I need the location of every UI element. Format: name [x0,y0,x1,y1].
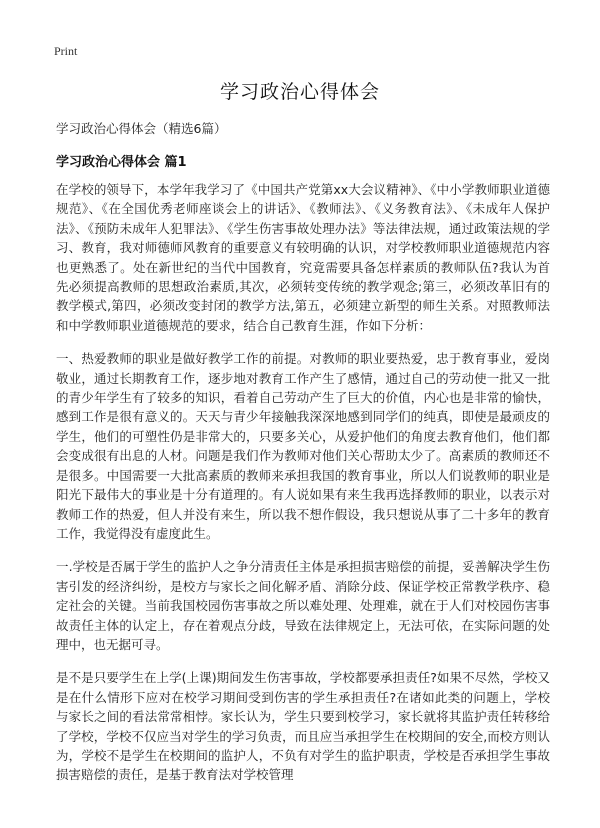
document-body [56,180,550,828]
paragraph-3: 一.学校是否属于学生的监护人之争分清责任主体是承担损害赔偿的前提，妥善解决学生伤害引发的经济纠纷，是校方与家长之间化解矛盾、消除分歧、保证学校正常教学秩序、稳定社会的关键。当前我国校园伤害事故之所以难处理、处理难，就在于人们对校园伤害事故责任主体的认定上，存在着观点分歧，导致在法律规定上，无法可依，在实际问题的处理中，也无据可寻。 [56,559,550,652]
paragraph-1: 在学校的领导下，本学年我学习了《中国共产党第xx大会议精神》、《中小学教师职业道德规范》、《在全国优秀老师座谈会上的讲话》、《教师法》、《义务教育法》、《未成年人保护法》、《预防未成年人犯罪法》、《学生伤害事故处理办法》等法律法规，通过政策法规的学习、教育，我对师德师风教育的重要意义有较明确的认识，对学校教师职业道德规范内容也更熟悉了。处在新世纪的当代中国教育，究竟需要具备怎样素质的教师队伍?我认为首先必须提高教师的思想政治素质,其次，必须转变传统的教学观念;第三，必须改革旧有的教学模式,第四，必须改变封闭的教学方法,第五，必须建立新型的师生关系。对照教师法和中学教师职业道德规范的要求，结合自己教育生涯，作如下分析： [56,182,550,333]
section-heading: 学习政治心得体会 篇1 [56,155,187,170]
page-title: 学习政治心得体会 [219,81,380,103]
print-label: Print [54,44,78,58]
document-subtitle: 学习政治心得体会（精选6篇） [56,121,227,136]
paragraph-2: 一、热爱教师的职业是做好教学工作的前提。对教师的职业要热爱，忠于教育事业，爱岗敬业，通过长期教育工作，逐步地对教育工作产生了感情，通过自己的劳动使一批又一批的青少年学生有了较多的知识，看着自己劳动产生了巨大的价值，内心也是非常的愉快，感到工作是很有意义的。天天与青少年接触我深深地感到同学们的纯真，即使是最顽皮的学生，他们的可塑性仍是非常大的，只要多关心，从爱护他们的角度去教育他们，他们都会变成很有出息的人材。问题是我们作为教师对他们关心帮助太少了。高素质的教师还不是很多。中国需要一大批高素质的教师来承担我国的教育事业，所以人们说教师的职业是阳光下最伟大的事业是十分有道理的。有人说如果有来生我再选择教师的职业，以表示对教师工作的热爱，但人并没有来生，所以我不想作假设，我只想说从事了二十多年的教育工作，我觉得没有虚度此生。 [56,351,550,541]
paragraph-4: 是不是只要学生在上学(上课)期间发生伤害事故，学校都要承担责任?如果不尽然，学校又是在什么情形下应对在校学习期间受到伤害的学生承担责任?在诸如此类的问题上，学校与家长之间的看法常常相悖。家长认为，学生只要到校学习，家长就将其监护责任转移给了学校，学校不仅应当对学生的学习负责，而且应当承担学生在校期间的安全,而校方则认为，学校不是学生在校期间的监护人，不负有对学生的监护职责，学校是否承担学生事故损害赔偿的责任，是基于教育法对学校管理 [56,670,550,783]
